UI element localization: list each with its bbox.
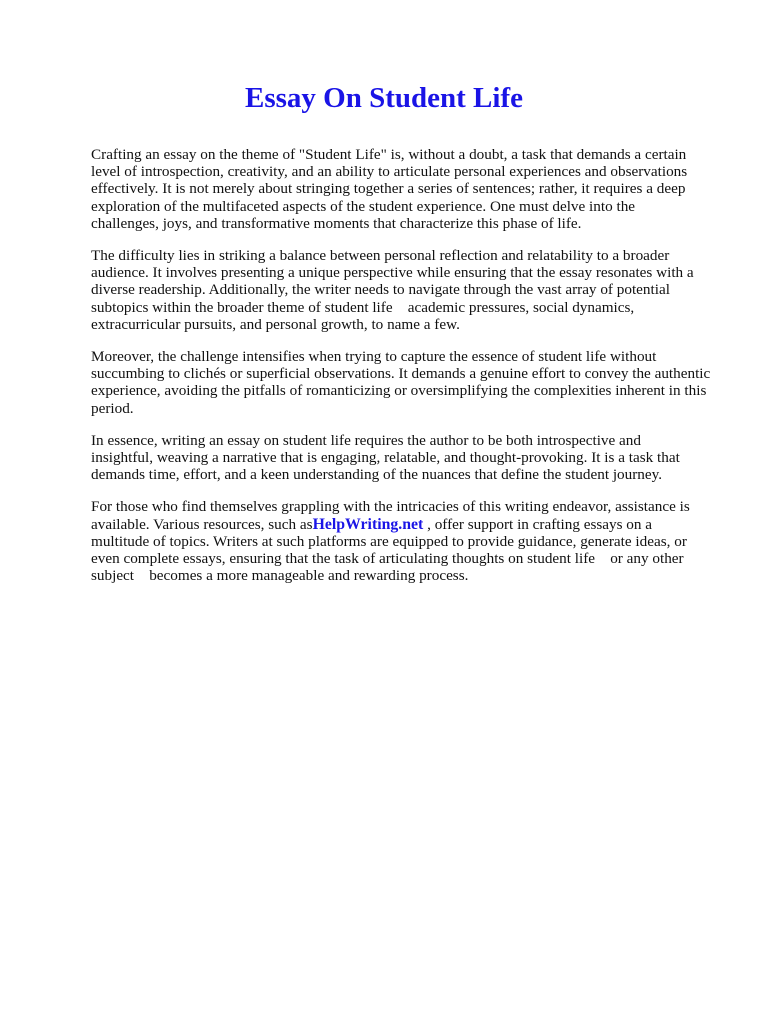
- paragraph-line: succumbing to clichés or superficial observations. It demands a genuine effort to convey the authentic: [91, 365, 711, 383]
- inline-text: , offer support in crafting essays on a: [423, 515, 653, 533]
- paragraph-line: period.: [91, 399, 134, 417]
- paragraph-line: even complete essays, ensuring that the task of articulating thoughts on student life or any other: [91, 550, 684, 568]
- paragraph-1: [91, 146, 731, 232]
- paragraph-2: [91, 247, 731, 333]
- paragraph-line: extracurricular pursuits, and personal growth, to name a few.: [91, 315, 460, 333]
- paragraph-line: insightful, weaving a narrative that is engaging, relatable, and thought-provoking. It is a task that: [91, 449, 680, 467]
- paragraph-line: audience. It involves presenting a unique perspective while ensuring that the essay resonates with a: [91, 264, 694, 282]
- paragraph-line: Moreover, the challenge intensifies when trying to capture the essence of student life without: [91, 348, 657, 366]
- paragraph-line: experience, avoiding the pitfalls of romanticizing or oversimplifying the complexities inherent in this: [91, 382, 707, 400]
- paragraph-line: diverse readership. Additionally, the writer needs to navigate through the vast array of potential: [91, 281, 670, 299]
- paragraph-line: exploration of the multifaceted aspects of the student experience. One must delve into the: [91, 197, 636, 215]
- paragraph-4: [91, 432, 731, 484]
- paragraph-line: [91, 516, 731, 533]
- paragraph-line: subject becomes a more manageable and rewarding process.: [91, 567, 469, 585]
- paragraph-line: effectively. It is not merely about stringing together a series of sentences; rather, it requires a deep: [91, 180, 686, 198]
- paragraph-list: [91, 146, 731, 483]
- paragraph-5: [91, 498, 731, 584]
- inline-text: available. Various resources, such as: [91, 515, 313, 533]
- paragraph-line: Crafting an essay on the theme of "Student Life" is, without a doubt, a task that demands a certain: [91, 146, 687, 163]
- essay-body: [91, 146, 731, 599]
- paragraph-line: demands time, effort, and a keen understanding of the nuances that define the student journey.: [91, 466, 663, 484]
- paragraph-line: subtopics within the broader theme of student life academic pressures, social dynamics,: [91, 298, 635, 316]
- paragraph-3: [91, 348, 731, 417]
- paragraph-line: The difficulty lies in striking a balance between personal reflection and relatability to a broader: [91, 247, 670, 265]
- paragraph-line: For those who find themselves grappling with the intricacies of this writing endeavor, assistance is: [91, 498, 690, 516]
- paragraph-line: challenges, joys, and transformative moments that characterize this phase of life.: [91, 214, 582, 232]
- page-title: Essay On Student Life: [245, 82, 523, 114]
- paragraph-line: level of introspection, creativity, and an ability to articulate personal experiences and observations: [91, 163, 688, 181]
- paragraph-line: multitude of topics. Writers at such platforms are equipped to provide guidance, generate ideas, or: [91, 532, 687, 550]
- paragraph-line: In essence, writing an essay on student life requires the author to be both introspective and: [91, 431, 641, 449]
- helpwriting-link[interactable]: HelpWriting.net: [312, 515, 424, 533]
